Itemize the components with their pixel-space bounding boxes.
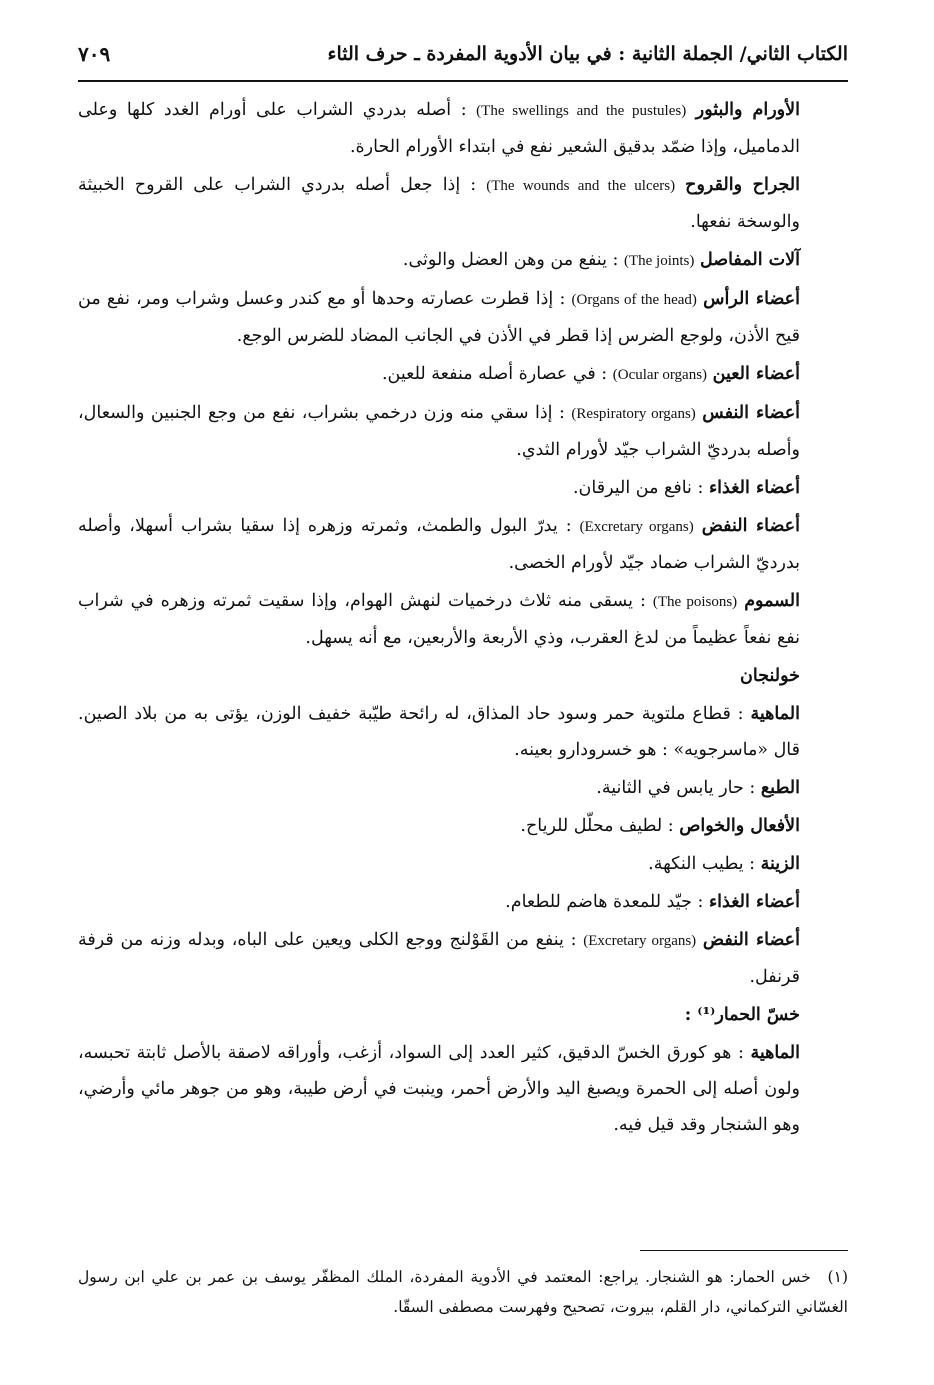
entry-heading: أعضاء النفض: [702, 930, 800, 950]
entry-text: : حار يابس في الثانية.: [596, 778, 756, 798]
entry-heading: أعضاء الغذاء: [708, 892, 800, 912]
paragraph-wounds: [78, 167, 848, 240]
running-header: [78, 34, 848, 74]
paragraph-actions: [78, 808, 848, 844]
entry-text: : نافع من اليرقان.: [572, 478, 704, 498]
entry-text: : هو كورق الخسّ الدقيق، كثير العدد إلى السواد، أزغب، وأوراقه لاصقة بالأصل ثابتة تحبسه، ولون أصله إلى الحمرة ويصبغ اليد والأرض أحمر، وينبت في أرض طيبة، وهو من جوهر مائي وأرضي، وهو الشنجار وقد قيل فيه.: [78, 1043, 800, 1135]
entry-text: : يدرّ البول والطمث، وثمرته وزهره إذا سقيا بشراب أسهلا، وأصله بدرديّ الشراب ضماد جيّد لأورام الخصى.: [78, 516, 800, 573]
entry-english: (Excretary organs): [579, 519, 694, 535]
paragraph-excretory-organs-2: [78, 922, 848, 995]
entry-heading: أعضاء النفس: [702, 403, 800, 423]
entry-heading: أعضاء النفض: [701, 516, 800, 536]
entry-text: : يطيب النكهة.: [648, 854, 756, 874]
entry-text: : في عصارة أصله منفعة للعين.: [381, 364, 608, 384]
paragraph-head-organs: [78, 281, 848, 354]
entry-text: : ينفع من وهن العضل والوثى.: [402, 250, 619, 270]
entry-heading: أعضاء العين: [712, 364, 800, 384]
entry-text: : لطيف محلّل للرياح.: [520, 816, 674, 836]
paragraph-swellings: [78, 92, 848, 165]
entry-heading: آلات المفاصل: [699, 250, 800, 270]
entry-english: (Respiratory organs): [571, 406, 696, 422]
entry-text: : قطاع ملتوية حمر وسود حاد المذاق، له رائحة طيّبة خفيف الوزن، يؤتى به من بلاد الصين. قال «ماسرجويه» : هو خسرودارو بعينه.: [78, 704, 800, 760]
header-title: الكتاب الثاني/ الجملة الثانية : في بيان الأدوية المفردة ـ حرف الثاء: [327, 43, 848, 65]
entry-heading: الجراح والقروح: [685, 175, 800, 195]
paragraph-poisons: [78, 583, 848, 656]
paragraph-cosmetic: [78, 846, 848, 882]
entry-text: : جيّد للمعدة هاضم للطعام.: [505, 892, 704, 912]
paragraph-ocular-organs: [78, 356, 848, 393]
paragraph-respiratory-organs: [78, 395, 848, 468]
entry-english: (Excretary organs): [583, 933, 697, 949]
footnote-rule: [640, 1250, 848, 1251]
entry-english: (The poisons): [652, 594, 738, 610]
entry-english: (The swellings and the pustules): [476, 103, 687, 119]
paragraph-essence: [78, 696, 848, 768]
main-text: [78, 92, 848, 1145]
entry-text: : يسقى منه ثلاث درخميات لنهش الهوام، وإذا سقيت ثمرته وزهره في شراب نفع نفعاً عظيماً من لدغ العقرب، وذي الأربعة والأربعين، مع أنه يسهل.: [78, 591, 800, 648]
entry-text: : إذا سقي منه وزن درخمي بشراب، نفع من وجع الجنبين والسعال، وأصله بدرديّ الشراب جيّد لأورام الثدي.: [78, 403, 800, 460]
footnote-text: خس الحمار: هو الشنجار. يراجع: المعتمد في الأدوية المفردة، الملك المظفّر يوسف بن عمر بن علي ابن رسول الغسّاني التركماني، دار القلم، بيروت، تصحيح وفهرست مصطفى السقّا.: [78, 1268, 848, 1316]
entry-heading: الطبع: [760, 778, 800, 798]
entry-heading: الأفعال والخواص: [679, 816, 800, 836]
entry-english: (The wounds and the ulcers): [486, 178, 676, 194]
entry-text: : إذا قطرت عصارته وحدها أو مع كندر وعسل وشراب ومر، نفع من قيح الأذن، ولوجع الضرس إذا قطر في الأذن في الجانب المضاد للضرس الوجع.: [78, 289, 800, 346]
entry-english: (Organs of the head): [571, 292, 697, 308]
paragraph-nutrition-organs-2: [78, 884, 848, 920]
section-heading-khas-alhimar: خسّ الحمار⁽¹⁾ :: [684, 1005, 800, 1025]
entry-heading: الماهية: [750, 704, 800, 724]
footnote-number: (١): [827, 1268, 848, 1286]
section-heading-khulanjan: خولنجان: [740, 666, 800, 686]
entry-english: (The joints): [623, 253, 695, 269]
paragraph-joints: [78, 242, 848, 279]
entry-heading: الأورام والبثور: [695, 100, 800, 120]
entry-heading: أعضاء الغذاء: [708, 478, 800, 498]
entry-heading: الزينة: [760, 854, 800, 874]
entry-heading: الماهية: [750, 1043, 800, 1063]
entry-english: (Ocular organs): [612, 367, 708, 383]
footnote: [78, 1262, 848, 1322]
entry-text: : إذا جعل أصله بدردي الشراب على القروح الخبيثة والوسخة نفعها.: [78, 175, 800, 232]
header-rule: [78, 80, 848, 82]
entry-text: : أصله بدردي الشراب على أورام الغدد كلها وعلى الدماميل، وإذا ضمّد بدقيق الشعير نفع في ابتداء الأورام الحارة.: [78, 100, 800, 157]
paragraph-nature: [78, 770, 848, 806]
paragraph-nutrition-organs: [78, 470, 848, 506]
entry-text: : ينفع من القَوْلنج ووجع الكلى ويعين على الباه، وبدله وزنه من قرفة قرنفل.: [78, 930, 800, 987]
entry-heading: السموم: [744, 591, 800, 611]
entry-heading: أعضاء الرأس: [703, 289, 800, 309]
paragraph-excretory-organs: [78, 508, 848, 581]
page-number: ٧٠٩: [78, 42, 111, 66]
paragraph-essence-2: [78, 1035, 848, 1143]
